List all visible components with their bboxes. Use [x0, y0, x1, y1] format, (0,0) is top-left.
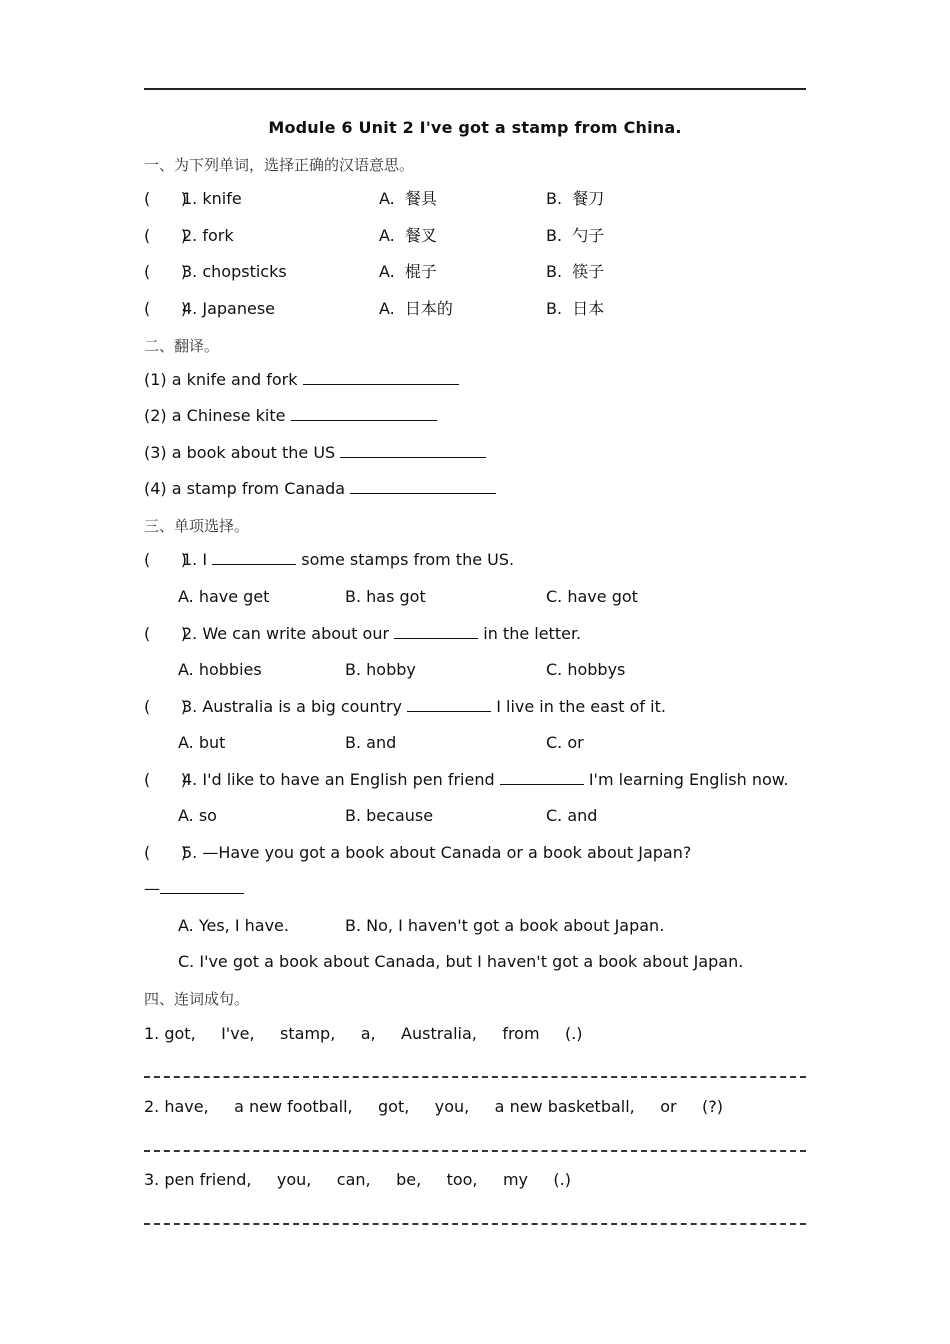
word-order-item: 2. have, a new football, got, you, a new basketball, or (?): [144, 1097, 723, 1116]
answer-paren[interactable]: ( ): [144, 624, 187, 643]
translation-blank[interactable]: [340, 443, 486, 458]
translation-blank[interactable]: [303, 370, 459, 385]
answer-paren[interactable]: ( ): [144, 843, 187, 862]
worksheet-title: Module 6 Unit 2 I've got a stamp from China.: [268, 118, 682, 137]
option-b: B. 日本: [546, 299, 605, 318]
mc-question: ( )5. —Have you got a book about Canada or a book about Japan?: [144, 843, 692, 862]
option-c: C. hobbys: [546, 660, 626, 679]
option-b: B. 餐刀: [546, 189, 605, 208]
word-order-item: 3. pen friend, you, can, be, too, my (.): [144, 1170, 571, 1189]
translation-item: (1) a knife and fork: [144, 370, 459, 390]
answer-line[interactable]: [144, 1223, 806, 1225]
reply-line: —: [144, 879, 244, 899]
translation-blank[interactable]: [291, 406, 437, 421]
section1-heading: 一、为下列单词，选择正确的汉语意思。: [144, 156, 415, 174]
answer-paren[interactable]: ( ): [144, 697, 187, 716]
answer-paren[interactable]: ( ): [144, 262, 187, 281]
mc-question: ( )2. We can write about our in the letter.: [144, 624, 582, 643]
answer-line[interactable]: [144, 1150, 806, 1152]
translation-item: (4) a stamp from Canada: [144, 479, 496, 499]
vocab-word: 2. fork: [182, 226, 234, 245]
answer-paren[interactable]: ( ): [144, 226, 187, 245]
vocab-word: 1. knife: [182, 189, 242, 208]
translation-item: (3) a book about the US: [144, 443, 486, 463]
translation-item: (2) a Chinese kite: [144, 406, 437, 426]
option-a: A. but: [178, 733, 226, 752]
option-c: C. and: [546, 806, 598, 825]
answer-paren[interactable]: ( ): [144, 550, 187, 569]
header-rule: [144, 88, 806, 90]
answer-paren[interactable]: ( ): [144, 299, 187, 318]
question-blank: [407, 697, 491, 712]
answer-paren[interactable]: ( ): [144, 189, 187, 208]
section2-heading: 二、翻译。: [144, 337, 220, 355]
answer-line[interactable]: [144, 1076, 806, 1078]
option-a: A. 餐叉: [379, 226, 437, 245]
translation-blank[interactable]: [350, 479, 496, 494]
vocab-word: 3. chopsticks: [182, 262, 287, 281]
option-a: A. 餐具: [379, 189, 437, 208]
option-a: A. so: [178, 806, 217, 825]
option-b: B. 勺子: [546, 226, 605, 245]
option-b: B. and: [345, 733, 397, 752]
option-c: C. I've got a book about Canada, but I haven't got a book about Japan.: [178, 952, 744, 971]
question-blank: [212, 550, 296, 565]
option-a: A. 日本的: [379, 299, 453, 318]
option-b: B. hobby: [345, 660, 416, 679]
option-b: B. because: [345, 806, 434, 825]
option-b: B. 筷子: [546, 262, 605, 281]
question-blank: [500, 770, 584, 785]
option-b: B. has got: [345, 587, 426, 606]
mc-question: ( )4. I'd like to have an English pen friend I'm learning English now.: [144, 770, 789, 789]
option-a: A. hobbies: [178, 660, 262, 679]
option-c: C. or: [546, 733, 584, 752]
option-a: A. Yes, I have.: [178, 916, 289, 935]
reply-blank: [160, 879, 244, 894]
section3-heading: 三、单项选择。: [144, 517, 250, 535]
option-c: C. have got: [546, 587, 638, 606]
mc-question: ( )3. Australia is a big country I live in the east of it.: [144, 697, 666, 716]
mc-question: ( )1. I some stamps from the US.: [144, 550, 515, 569]
option-b: B. No, I haven't got a book about Japan.: [345, 916, 665, 935]
answer-paren[interactable]: ( ): [144, 770, 187, 789]
word-order-item: 1. got, I've, stamp, a, Australia, from (.): [144, 1024, 583, 1043]
question-blank: [394, 624, 478, 639]
option-a: A. have get: [178, 587, 270, 606]
option-a: A. 棍子: [379, 262, 437, 281]
section4-heading: 四、连词成句。: [144, 990, 250, 1008]
vocab-word: 4. Japanese: [182, 299, 275, 318]
